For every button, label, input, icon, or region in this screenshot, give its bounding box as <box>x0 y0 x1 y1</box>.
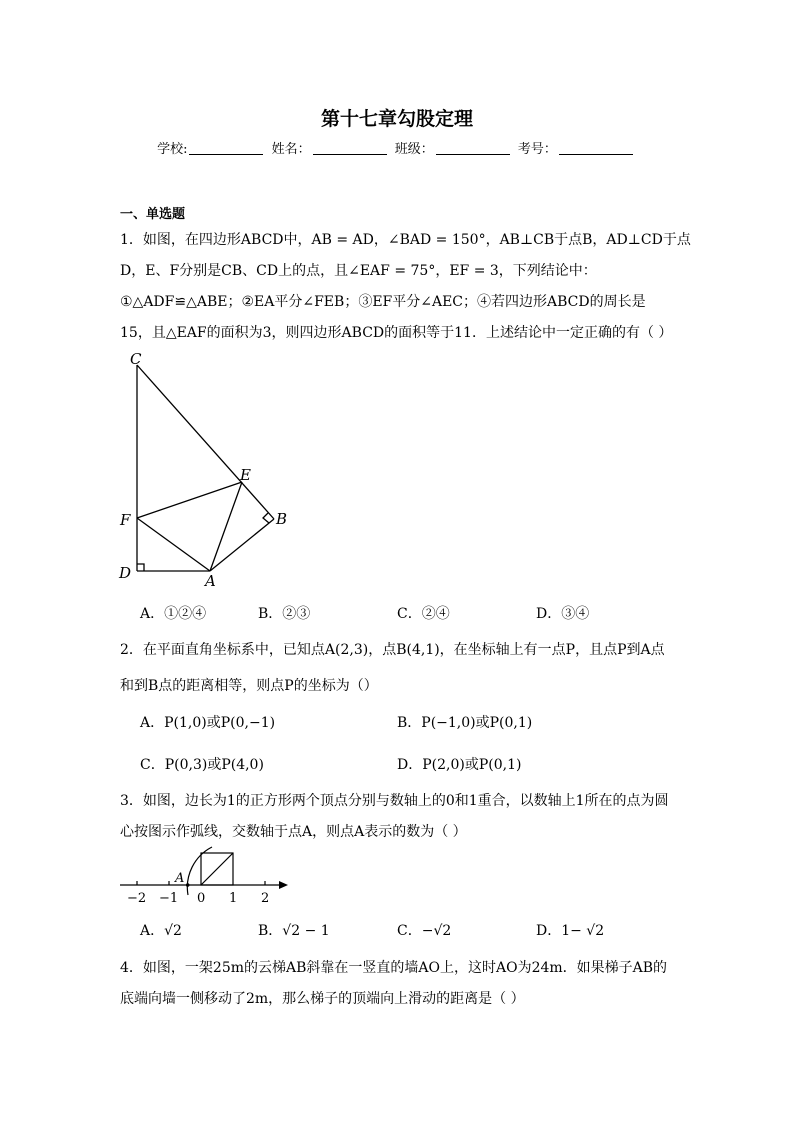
school-blank <box>189 141 263 155</box>
number-blank <box>559 141 633 155</box>
q4-line-1: 4．如图，一架25m的云梯AB斜靠在一竖直的墙AO上，这时AO为24m．如果梯子AB的 <box>120 960 668 976</box>
segment-fe <box>137 482 242 518</box>
q3-option-a[interactable]: A．√2 <box>140 923 182 939</box>
q1-quadrilateral-figure <box>110 345 300 595</box>
q3-line-1: 3．如图，边长为1的正方形两个顶点分别与数轴上的0和1重合，以数轴上1所在的点为圆 <box>120 793 669 809</box>
right-angle-mark-d <box>137 564 144 571</box>
q3-number-line-figure <box>115 842 295 910</box>
q2-option-d[interactable]: D．P(2,0)或P(0,1) <box>397 757 522 773</box>
q2-option-b[interactable]: B．P(−1,0)或P(0,1) <box>397 715 533 731</box>
tick-label-neg1: −1 <box>159 891 179 906</box>
label-e: E <box>240 466 251 484</box>
compass-arc <box>187 847 212 895</box>
label-f: F <box>120 511 131 529</box>
axis-arrow-icon <box>279 881 288 889</box>
square-diagonal <box>201 853 233 885</box>
right-angle-mark-b <box>263 513 269 523</box>
label-c: C <box>130 350 142 368</box>
q1-line-1: 1．如图，在四边形ABCD中，AB = AD，∠BAD = 150°，AB⊥CB于点B，AD⊥CD于点 <box>120 232 691 248</box>
page-title: 第十七章勾股定理 <box>320 108 473 130</box>
q1-line-3: ①△ADF≌△ABE；②EA平分∠FEB；③EF平分∠AEC；④若四边形ABCD的周长是 <box>120 294 646 310</box>
tick-label-0: 0 <box>197 891 206 906</box>
q3-option-d[interactable]: D．1− √2 <box>536 923 605 939</box>
q2-option-a[interactable]: A．P(1,0)或P(0,−1) <box>140 715 276 731</box>
q4-line-2: 底端向墙一侧移动了2m，那么梯子的顶端向上滑动的距离是（ ） <box>120 991 525 1007</box>
name-label: 姓名： <box>271 142 311 157</box>
tick-label-1: 1 <box>229 891 238 906</box>
q2-line-2: 和到B点的距离相等，则点P的坐标为（） <box>120 678 378 694</box>
tick-label-neg2: −2 <box>127 891 147 906</box>
q1-option-c[interactable]: C．②④ <box>397 606 450 622</box>
student-info-line <box>0 138 794 157</box>
q1-option-a[interactable]: A．①②④ <box>140 606 207 622</box>
section-heading: 一、单选题 <box>120 207 186 222</box>
q2-line-1: 2．在平面直角坐标系中，已知点A(2,3)，点B(4,1)，在坐标轴上有一点P，且点P到A点 <box>120 642 665 658</box>
tick-label-2: 2 <box>261 891 270 906</box>
segment-fa <box>137 518 210 571</box>
label-a: A <box>205 572 216 590</box>
segment-bc <box>137 365 274 519</box>
number-label: 考号： <box>517 142 557 157</box>
q1-option-d[interactable]: D．③④ <box>536 606 590 622</box>
label-b: B <box>276 510 288 528</box>
label-d: D <box>119 564 132 582</box>
q1-line-4: 15，且△EAF的面积为3，则四边形ABCD的面积等于11．上述结论中一定正确的有（ ） <box>120 325 673 341</box>
q3-option-c[interactable]: C．−√2 <box>397 923 452 939</box>
q1-option-b[interactable]: B．②③ <box>258 606 311 622</box>
q2-option-c[interactable]: C．P(0,3)或P(4,0) <box>140 757 264 773</box>
q3-option-b[interactable]: B．√2 − 1 <box>258 923 330 939</box>
class-label: 班级： <box>394 142 434 157</box>
q3-line-2: 心按图示作弧线，交数轴于点A，则点A表示的数为（ ） <box>120 824 467 840</box>
point-a-dot <box>186 883 190 887</box>
school-label: 学校: <box>157 142 188 157</box>
name-blank <box>313 141 387 155</box>
q1-line-2: D，E、F分别是CB、CD上的点，且∠EAF = 75°，EF = 3，下列结论中： <box>120 263 597 279</box>
point-a-label: A <box>175 871 185 886</box>
class-blank <box>436 141 510 155</box>
